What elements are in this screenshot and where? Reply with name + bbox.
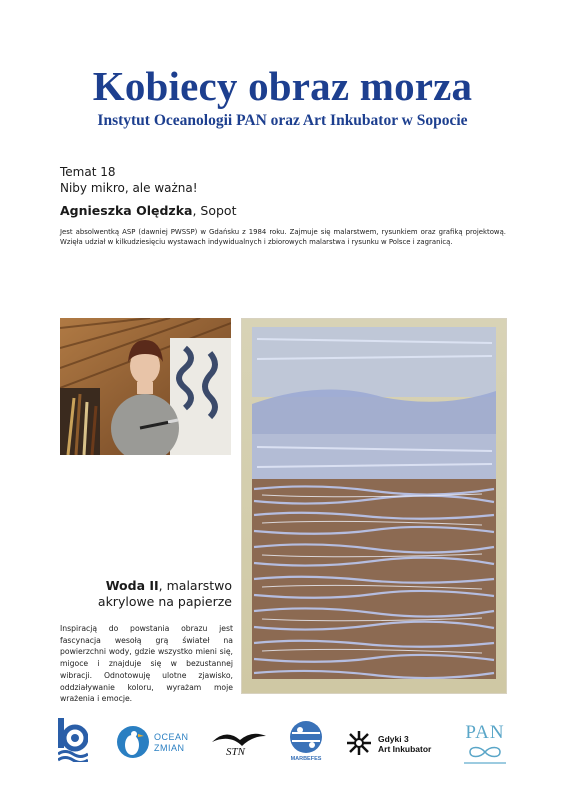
page-title: Kobiecy obraz morza: [92, 63, 473, 109]
painting-woda-ii: [241, 318, 507, 694]
topic-number: Temat 18: [60, 165, 116, 179]
work-title-block: [52, 578, 232, 610]
pan-underline: [464, 762, 506, 764]
work-title-line1: [52, 578, 232, 594]
sunburst-icon: [346, 730, 372, 756]
page-subtitle: Instytut Oceanologii PAN oraz Art Inkubator w Sopocie: [97, 112, 468, 129]
artist-photo: [60, 318, 231, 455]
art-inkubator-line1: Gdyki 3: [378, 734, 409, 744]
author-city: , Sopot: [192, 203, 237, 218]
artist-photo-image: [60, 318, 231, 455]
work-description: Inspiracją do powstania obrazu jest fascynacja wesołą grą świateł na powierzchni wody, gdzie wszystko mieni się, migoce i znajduje się w bezustannej wibracji. Odnotowuję ulotne zjawisko, oddziaływanie koloru, wyrażam moje wrażenia i emocje.: [60, 624, 233, 704]
pan-logo: [460, 718, 510, 770]
topic-name: Niby mikro, ale ważna!: [60, 181, 198, 195]
stn-text: STN: [226, 746, 245, 758]
ocean-zmian-line2: ZMIAN: [154, 743, 185, 753]
art-inkubator-logo: [346, 718, 442, 770]
art-inkubator-line2: Art Inkubator: [378, 744, 432, 754]
marbefes-text: MARBEFES: [290, 756, 322, 762]
ocean-zmian-logo: [116, 718, 190, 770]
work-title: Woda II: [105, 578, 159, 593]
work-technique-2: akrylowe na papierze: [97, 594, 232, 609]
author-name: Agnieszka Olędzka: [60, 203, 193, 218]
pan-text: PAN: [465, 722, 505, 743]
ocean-zmian-line1: OCEAN: [154, 732, 189, 742]
work-technique-1: , malarstwo: [158, 578, 232, 593]
footer-logos: [0, 718, 565, 770]
iopan-logo-icon: [58, 718, 88, 770]
stn-logo: [210, 718, 268, 770]
seagull-icon: [210, 724, 268, 764]
author-bio: Jest absolwentką ASP (dawniej PWSSP) w Gdańsku z 1984 roku. Zajmuje się malarstwem, rysunkiem oraz grafiką projektową. Wzięła udział w kilkudziesięciu wystawach indywidualnych i zbiorowych malarstwa i rysunku w Polsce i zagranicą.: [60, 228, 506, 247]
penguin-icon: [116, 722, 150, 762]
marbefes-globe-icon: [288, 720, 324, 754]
painting-image: [242, 319, 506, 693]
author-line: [60, 205, 236, 218]
infinity-icon: [460, 744, 510, 760]
marbefes-logo: [286, 718, 326, 770]
